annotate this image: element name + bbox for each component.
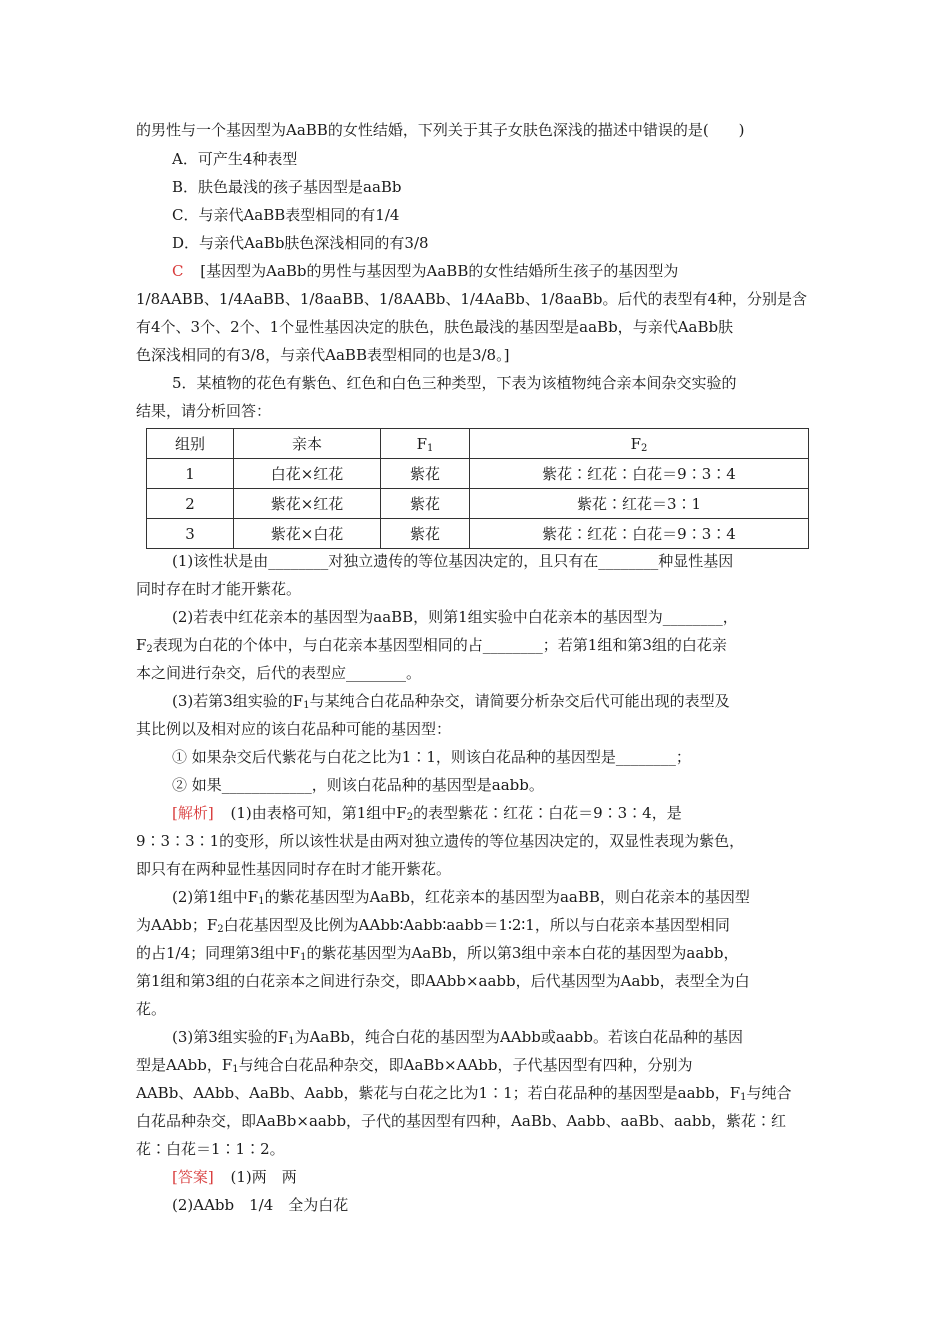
q4-explanation-line — [172, 259, 678, 283]
analysis-text: 与纯合 — [746, 1084, 792, 1102]
q4-explanation-line: 有4个、3个、2个、1个显性基因决定的肤色，肤色最浅的基因型是aaBb，与亲代AaBb肤 — [136, 318, 734, 336]
analysis-p3: 白花品种杂交，即AaBb×aabb，子代的基因型有四种，AaBb、Aabb、aaBb、aabb，紫花∶红 — [136, 1112, 787, 1130]
analysis-p2 — [136, 913, 730, 937]
table-row — [147, 489, 809, 519]
q5-sub1: 同时存在时才能开紫花。 — [136, 580, 302, 598]
analysis-subscript: 2 — [217, 924, 224, 935]
cell-f1: 紫花 — [381, 459, 470, 489]
answer-2: (2)AAbb 1/4 全为白花 — [172, 1196, 349, 1214]
analysis-subscript: 1 — [300, 952, 307, 963]
analysis-text: 为AaBb，纯合白花的基因型为AAbb或aabb。若该白花品种的基因 — [294, 1028, 743, 1046]
analysis-subscript: 2 — [406, 812, 414, 823]
table-header-row — [147, 429, 809, 459]
cell-f1: 紫花 — [381, 519, 470, 549]
analysis-p3: 花∶白花＝1∶1∶2。 — [136, 1140, 285, 1158]
analysis-text: 的表型紫花∶红花∶白花＝9∶3∶4，是 — [413, 804, 682, 822]
analysis-text: 的紫花基因型为AaBb，所以第3组中亲本白花的基因型为aabb， — [306, 944, 739, 962]
analysis-text: (1)由表格可知，第1组中F — [230, 804, 407, 822]
table-row — [147, 459, 809, 489]
cell-f2: 紫花∶红花∶白花＝9∶3∶4 — [470, 519, 809, 549]
q4-option-a: A．可产生4种表型 — [172, 150, 298, 168]
q4-option-b: B．肤色最浅的孩子基因型是aaBb — [172, 178, 402, 196]
q5-sub2-text: F — [136, 636, 147, 654]
header-f2-text: F — [630, 434, 642, 453]
analysis-p2: 花。 — [136, 1000, 167, 1018]
analysis-p3 — [136, 1053, 693, 1077]
analysis-text: 的紫花基因型为AaBb，红花亲本的基因型为aaBB，则白花亲本的基因型 — [264, 888, 750, 906]
analysis-subscript: 1 — [288, 1036, 295, 1047]
cell-f2: 紫花∶红花＝3∶1 — [470, 489, 809, 519]
analysis-text: 型是AAbb，F — [136, 1056, 233, 1074]
cell-group: 2 — [147, 489, 234, 519]
header-parents: 亲本 — [234, 429, 381, 459]
analysis-p2: 第1组和第3组的白花亲本之间进行杂交，即AAbb×aabb，后代基因型为Aabb，表型全为白 — [136, 972, 750, 990]
q4-answer-letter: C — [172, 262, 184, 280]
q5-sub1: (1)该性状是由________对独立遗传的等位基因决定的，且只有在________种显性基因 — [172, 552, 734, 570]
analysis-p2 — [136, 941, 739, 965]
q5-intro: 5．某植物的花色有紫色、红色和白色三种类型，下表为该植物纯合亲本间杂交实验的 — [172, 374, 737, 392]
header-f1-sub: 1 — [427, 442, 434, 454]
analysis-text: (3)第3组实验的F — [172, 1028, 289, 1046]
answers-line — [172, 1165, 297, 1189]
cell-parents: 紫花×红花 — [234, 489, 381, 519]
analysis-text: 与纯合白花品种杂交，即AaBb×AAbb，子代基因型有四种，分别为 — [238, 1056, 693, 1074]
q5-sub3-case2: ② 如果____________，则该白花品种的基因型是aabb。 — [172, 776, 544, 794]
header-f2-sub: 2 — [641, 442, 648, 454]
cell-parents: 紫花×白花 — [234, 519, 381, 549]
analysis-p2 — [172, 885, 750, 909]
analysis-p1: 即只有在两种显性基因同时存在时才能开紫花。 — [136, 860, 452, 878]
analysis-subscript: 1 — [232, 1064, 239, 1075]
q5-intro: 结果，请分析回答： — [136, 402, 272, 420]
q5-sub3 — [172, 689, 730, 713]
q4-explanation-line: 色深浅相同的有3/8，与亲代AaBB表型相同的也是3/8。] — [136, 346, 510, 364]
q5-sub2-subscript: 2 — [146, 644, 153, 655]
q4-explanation-line: 1/8AABB、1/4AaBB、1/8aaBB、1/8AABb、1/4AaBb、1/8aaBb。后代的表型有4种，分别是含 — [136, 290, 808, 308]
q5-sub3: 其比例以及相对应的该白花品种可能的基因型： — [136, 720, 452, 738]
analysis-text: 为AAbb；F — [136, 916, 218, 934]
q5-sub3-text: 与某纯合白花品种杂交，请简要分析杂交后代可能出现的表型及 — [309, 692, 730, 710]
analysis-p1 — [172, 801, 682, 825]
analysis-subscript: 1 — [258, 896, 265, 907]
analysis-text: (2)第1组中F — [172, 888, 259, 906]
analysis-text: AABb、AAbb、AaBb、Aabb，紫花与白花之比为1∶1；若白花品种的基因型是aabb，F — [136, 1084, 741, 1102]
header-f2 — [470, 429, 809, 459]
q5-sub3-case1: ① 如果杂交后代紫花与白花之比为1∶1，则该白花品种的基因型是________； — [172, 748, 691, 766]
cell-group: 1 — [147, 459, 234, 489]
cell-group: 3 — [147, 519, 234, 549]
q5-sub2: (2)若表中红花亲本的基因型为aaBB，则第1组实验中白花亲本的基因型为________， — [172, 608, 738, 626]
cross-results-table — [146, 428, 809, 549]
analysis-label: [解析] — [172, 804, 214, 822]
header-f1-text: F — [416, 434, 428, 453]
q4-explanation-text: [基因型为AaBb的男性与基因型为AaBB的女性结婚所生孩子的基因型为 — [200, 262, 679, 280]
analysis-p3 — [136, 1081, 792, 1105]
q4-option-d: D．与亲代AaBb肤色深浅相同的有3/8 — [172, 234, 429, 252]
header-group: 组别 — [147, 429, 234, 459]
q4-option-c: C．与亲代AaBB表型相同的有1/4 — [172, 206, 400, 224]
cell-f1: 紫花 — [381, 489, 470, 519]
cell-parents: 白花×红花 — [234, 459, 381, 489]
header-f1 — [381, 429, 470, 459]
analysis-p1: 9∶3∶3∶1的变形，所以该性状是由两对独立遗传的等位基因决定的，双显性表现为紫色， — [136, 832, 745, 850]
analysis-p3 — [172, 1025, 743, 1049]
q5-sub2: 本之间进行杂交，后代的表型应________。 — [136, 664, 422, 682]
q4-stem: 的男性与一个基因型为AaBB的女性结婚，下列关于其子女肤色深浅的描述中错误的是( ) — [136, 121, 745, 139]
q5-sub2 — [136, 633, 727, 657]
q5-sub3-text: (3)若第3组实验的F — [172, 692, 304, 710]
answers-label: [答案] — [172, 1168, 214, 1186]
analysis-text: 的占1/4；同理第3组中F — [136, 944, 301, 962]
q5-sub3-subscript: 1 — [303, 700, 310, 711]
q5-sub2-text: 表现为白花的个体中，与白花亲本基因型相同的占________；若第1组和第3组的白花亲 — [152, 636, 727, 654]
table-row — [147, 519, 809, 549]
cell-f2: 紫花∶红花∶白花＝9∶3∶4 — [470, 459, 809, 489]
answer-1: (1)两 两 — [230, 1168, 297, 1186]
analysis-text: 白花基因型及比例为AAbb∶Aabb∶aabb＝1∶2∶1，所以与白花亲本基因型相同 — [223, 916, 730, 934]
analysis-subscript: 1 — [740, 1092, 747, 1103]
